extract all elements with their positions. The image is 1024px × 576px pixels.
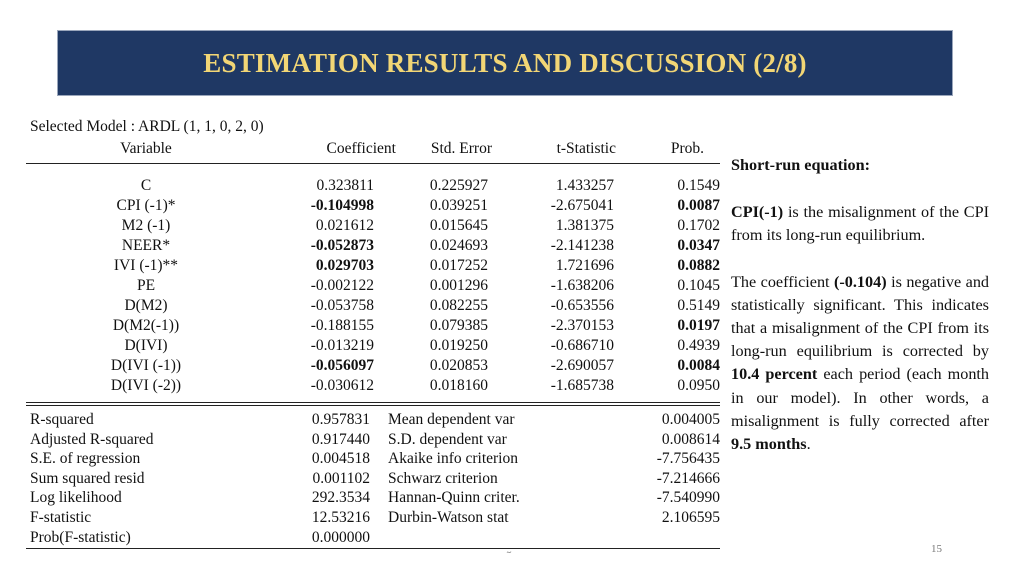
stats-row: Log likelihood 292.3534 Hannan-Quinn criter. -7.540990	[30, 489, 720, 506]
stats-row: R-squared 0.957831 Mean dependent var 0.004005	[30, 411, 720, 428]
table-divider	[26, 163, 720, 164]
short-run-commentary	[731, 150, 989, 479]
slide-title: ESTIMATION RESULTS AND DISCUSSION (2/8)	[203, 47, 807, 78]
table-row: D(IVI (-2)) -0.030612 0.018160 -1.685738 0.0950	[110, 377, 720, 394]
header-prob: Prob.	[670, 140, 704, 157]
table-row: C 0.323811 0.225927 1.433257 0.1549	[140, 177, 720, 194]
header-t-statistic: t-Statistic	[556, 140, 616, 157]
commentary-heading: Short-run equation:	[731, 156, 870, 174]
table-row: D(IVI) -0.013219 0.019250 -0.686710 0.4939	[124, 337, 720, 354]
table-row: CPI (-1)* -0.104998 0.039251 -2.675041 0.0087	[116, 197, 720, 214]
stats-divider-top	[26, 402, 720, 403]
stats-row: S.E. of regression 0.004518 Akaike info criterion -7.756435	[30, 450, 720, 467]
table-row: PE -0.002122 0.001296 -1.638206 0.1045	[136, 277, 720, 294]
table-row: M2 (-1) 0.021612 0.015645 1.381375 0.1702	[121, 217, 720, 234]
stats-row: Sum squared resid 0.001102 Schwarz criterion -7.214666	[30, 470, 720, 487]
stats-row: Adjusted R-squared 0.917440 S.D. dependent var 0.008614	[30, 431, 720, 448]
table-row: D(M2) -0.053758 0.082255 -0.653556 0.5149	[124, 297, 720, 314]
table-bottom-rule	[26, 548, 720, 549]
table-row: IVI (-1)** 0.029703 0.017252 1.721696 0.0882	[113, 257, 720, 274]
stats-divider-top-2	[26, 405, 720, 406]
header-coefficient: Coefficient	[326, 140, 396, 157]
table-header	[26, 139, 720, 159]
commentary-paragraph-2: The coefficient (-0.104) is negative and statistically significant. This indicates that a misalignment of the CPI from its long-run equilibrium is corrected by 10.4 percent each period (each month in our model). In other words, a misalignment is fully corrected after 9.5 months.	[731, 272, 990, 454]
table-row: D(IVI (-1)) -0.056097 0.020853 -2.690057 0.0084	[110, 357, 720, 374]
stats-row: Prob(F-statistic) 0.000000	[30, 529, 370, 546]
slide-number: 15	[931, 543, 942, 555]
model-spec: Selected Model : ARDL (1, 1, 0, 2, 0)	[30, 118, 264, 135]
commentary-paragraph-1: CPI(-1) is the misalignment of the CPI from its long-run equilibrium.	[731, 203, 989, 245]
stats-row: F-statistic 12.53216 Durbin-Watson stat 2.106595	[30, 509, 720, 526]
table-row: D(M2(-1)) -0.188155 0.079385 -2.370153 0.0197	[112, 317, 720, 334]
header-variable: Variable	[120, 140, 172, 157]
header-std-error: Std. Error	[430, 140, 492, 157]
title-bar	[57, 30, 953, 96]
regression-output	[26, 118, 720, 550]
table-row: NEER* -0.052873 0.024693 -2.141238 0.0347	[121, 237, 720, 254]
